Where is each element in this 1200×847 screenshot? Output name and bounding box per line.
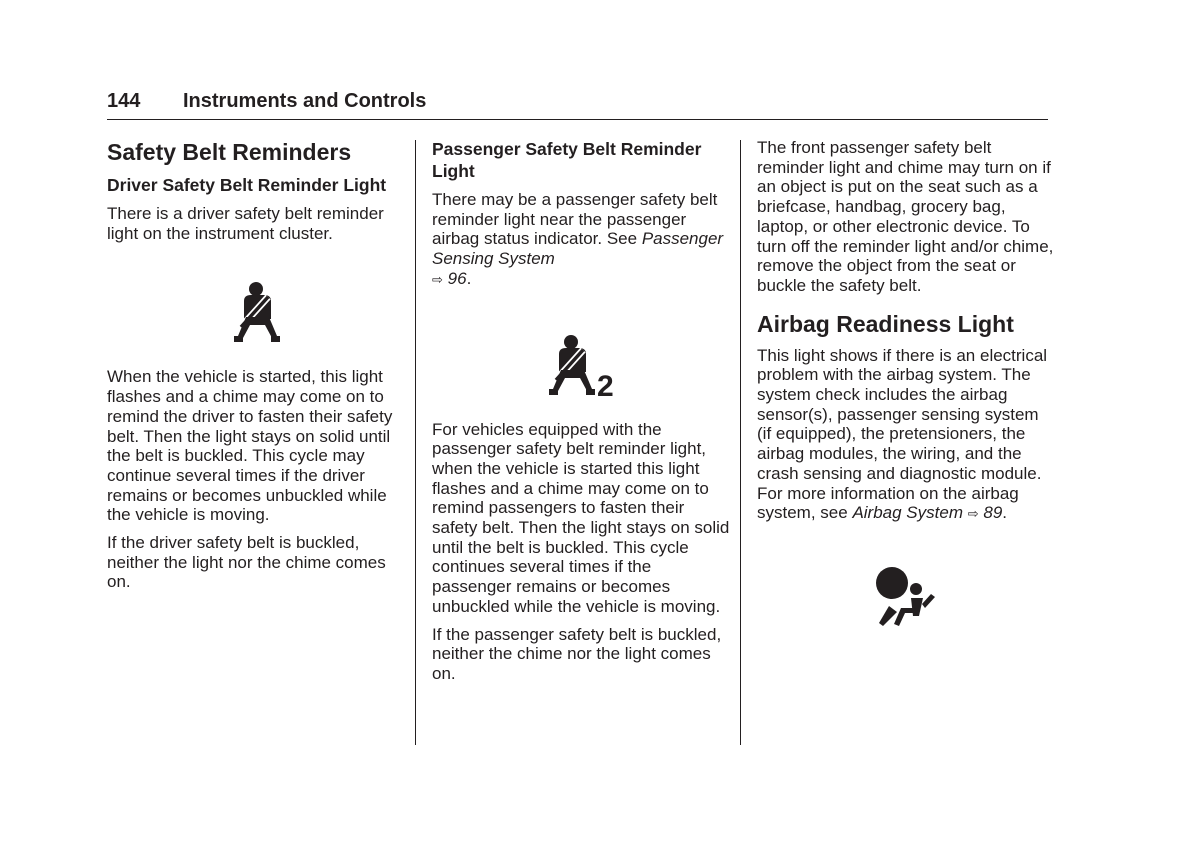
driver-seatbelt-reminder-icon xyxy=(227,281,287,345)
passenger-sensing-reference[interactable]: Passenger Sensing System xyxy=(432,229,724,269)
passenger-reminder-paragraph: For vehicles equipped with the passenger safety belt reminder light, when the vehicle is started this light flashes and a chime may come on to remind passengers to fasten their safety belt. Then the light stays on solid until the belt is buckled. This cycle continues several times if the passenger remains or becomes unbuckled while the vehicle is moving. xyxy=(432,419,730,616)
driver-reminder-intro: There is a driver safety belt reminder light on the instrument cluster. xyxy=(107,204,384,243)
airbag-readiness-icon xyxy=(875,566,939,630)
passenger-reminder-buckled-paragraph: If the passenger safety belt is buckled, neither the chime nor the light comes on. xyxy=(432,624,722,683)
page-reference-arrow: ⇨ xyxy=(432,271,443,287)
passenger-seatbelt-reminder-icon xyxy=(542,334,622,400)
safety-belt-reminders-heading: Safety Belt Reminders xyxy=(107,139,352,165)
page-header xyxy=(107,89,1048,120)
passenger-reminder-subheading: Passenger Safety Belt Reminder Light xyxy=(432,139,702,181)
airbag-readiness-heading: Airbag Readiness Light xyxy=(757,310,1014,337)
column-1 xyxy=(107,138,407,592)
column-divider xyxy=(740,140,741,745)
driver-seatbelt-icon-container xyxy=(107,281,407,367)
airbag-icon-container xyxy=(757,566,1057,646)
passenger-reminder-intro: There may be a passenger safety belt reminder light near the passenger airbag status indicator. See Passenger Sensing System ⇨ 96. xyxy=(432,190,724,288)
page-reference-arrow: ⇨ xyxy=(967,506,979,522)
passenger-object-paragraph: The front passenger safety belt reminder light and chime may turn on if an object is put on the seat such as a briefcase, handbag, grocery bag, laptop, or other electronic device. To turn off the reminder light and/or chime, remove the object from the seat or buckle the safety belt. xyxy=(757,138,1054,295)
airbag-system-reference[interactable]: Airbag System xyxy=(852,503,963,523)
column-3 xyxy=(757,138,1057,646)
passenger-sensing-page-ref[interactable]: 96 xyxy=(447,268,467,288)
column-divider xyxy=(415,140,416,745)
driver-reminder-buckled-paragraph: If the driver safety belt is buckled, neither the light nor the chime comes on. xyxy=(107,533,386,592)
airbag-system-page-ref[interactable]: 89 xyxy=(983,503,1003,523)
passenger-icon-number: 2 xyxy=(597,369,614,400)
airbag-readiness-paragraph: This light shows if there is an electrical problem with the airbag system. The system check includes the airbag sensor(s), passenger sensing system (if equipped), the pretensioners, the airbag modules, the wiring, and the crash sensing and diagnostic module. For more information on the airbag system, see Airbag System ⇨ 89. xyxy=(757,345,1048,523)
column-2 xyxy=(432,138,732,684)
page-number: 144 xyxy=(107,90,141,112)
passenger-seatbelt-icon-container xyxy=(432,334,732,420)
driver-reminder-paragraph: When the vehicle is started, this light flashes and a chime may come on to remind the driver to fasten their safety belt. Then the light stays on solid until the belt is buckled. This cycle may continue several times if the driver remains or becomes unbuckled while the vehicle is moving. xyxy=(107,367,393,525)
section-title: Instruments and Controls xyxy=(183,90,427,112)
driver-reminder-subheading: Driver Safety Belt Reminder Light xyxy=(107,175,387,195)
